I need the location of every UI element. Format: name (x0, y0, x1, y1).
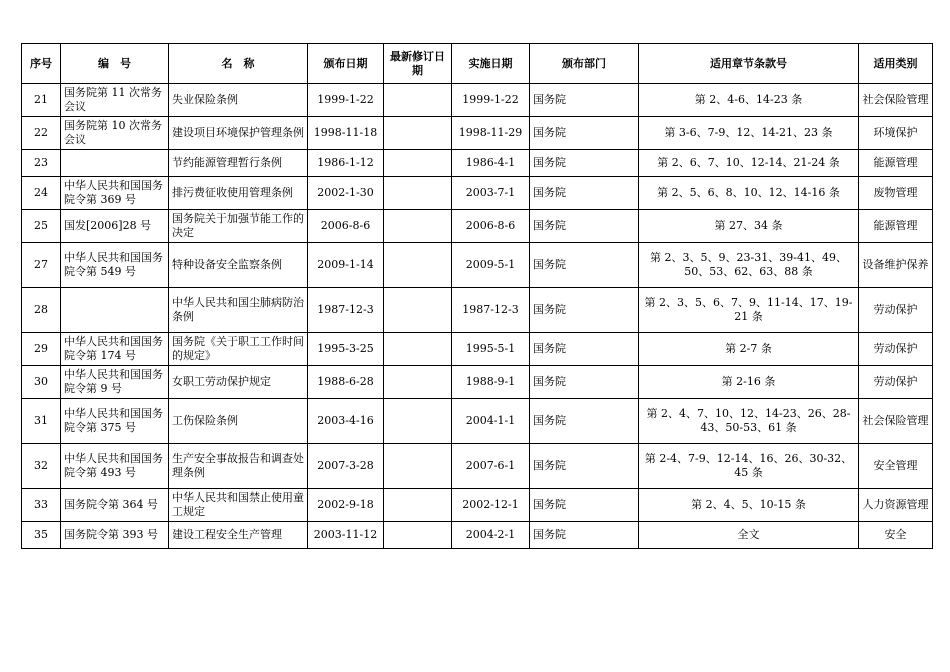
cell-clauses: 第 3-6、7-9、12、14-21、23 条 (639, 117, 859, 150)
table-row (22, 489, 933, 522)
cell-clauses: 第 2、3、5、9、23-31、39-41、49、50、53、62、63、88 条 (639, 243, 859, 288)
table-row (22, 177, 933, 210)
cell-seq: 25 (22, 210, 61, 243)
cell-department: 国务院 (530, 399, 639, 444)
cell-revision-date (384, 210, 452, 243)
cell-name: 节约能源管理暂行条例 (169, 150, 308, 177)
table-row (22, 117, 933, 150)
cell-name: 建设项目环境保护管理条例 (169, 117, 308, 150)
cell-department: 国务院 (530, 84, 639, 117)
header-seq: 序号 (22, 44, 61, 84)
cell-clauses: 第 2、3、5、6、7、9、11-14、17、19-21 条 (639, 288, 859, 333)
cell-effective-date: 2006-8-6 (452, 210, 530, 243)
header-clauses: 适用章节条款号 (639, 44, 859, 84)
cell-category: 劳动保护 (859, 366, 933, 399)
cell-seq: 23 (22, 150, 61, 177)
cell-effective-date: 1998-11-29 (452, 117, 530, 150)
cell-issue-date: 2003-11-12 (308, 522, 384, 549)
cell-seq: 24 (22, 177, 61, 210)
header-issue-date: 颁布日期 (308, 44, 384, 84)
table-row (22, 522, 933, 549)
cell-seq: 27 (22, 243, 61, 288)
cell-code: 中华人民共和国国务院令第 9 号 (61, 366, 169, 399)
cell-clauses: 全文 (639, 522, 859, 549)
cell-department: 国务院 (530, 444, 639, 489)
cell-issue-date: 2007-3-28 (308, 444, 384, 489)
cell-category: 社会保险管理 (859, 84, 933, 117)
cell-effective-date: 2004-2-1 (452, 522, 530, 549)
cell-effective-date: 1986-4-1 (452, 150, 530, 177)
table-row (22, 210, 933, 243)
cell-issue-date: 2003-4-16 (308, 399, 384, 444)
table-body (22, 84, 933, 549)
header-department: 颁布部门 (530, 44, 639, 84)
cell-revision-date (384, 243, 452, 288)
cell-seq: 33 (22, 489, 61, 522)
cell-category: 安全管理 (859, 444, 933, 489)
cell-department: 国务院 (530, 366, 639, 399)
cell-code: 中华人民共和国国务院令第 174 号 (61, 333, 169, 366)
cell-effective-date: 2009-5-1 (452, 243, 530, 288)
cell-code: 国务院令第 364 号 (61, 489, 169, 522)
cell-code: 国发[2006]28 号 (61, 210, 169, 243)
cell-category: 废物管理 (859, 177, 933, 210)
table-header-row (22, 44, 933, 84)
cell-revision-date (384, 84, 452, 117)
cell-seq: 21 (22, 84, 61, 117)
cell-revision-date (384, 117, 452, 150)
cell-issue-date: 2002-1-30 (308, 177, 384, 210)
header-name: 名 称 (169, 44, 308, 84)
header-effective-date: 实施日期 (452, 44, 530, 84)
cell-clauses: 第 2、4、7、10、12、14-23、26、28-43、50-53、61 条 (639, 399, 859, 444)
table-row (22, 243, 933, 288)
cell-revision-date (384, 444, 452, 489)
table-row (22, 444, 933, 489)
table-row (22, 399, 933, 444)
cell-department: 国务院 (530, 150, 639, 177)
cell-revision-date (384, 522, 452, 549)
cell-clauses: 第 2、4-6、14-23 条 (639, 84, 859, 117)
cell-category: 能源管理 (859, 210, 933, 243)
cell-code: 中华人民共和国国务院令第 375 号 (61, 399, 169, 444)
cell-code: 中华人民共和国国务院令第 493 号 (61, 444, 169, 489)
cell-issue-date: 1995-3-25 (308, 333, 384, 366)
cell-revision-date (384, 399, 452, 444)
cell-department: 国务院 (530, 243, 639, 288)
cell-department: 国务院 (530, 288, 639, 333)
cell-effective-date: 1999-1-22 (452, 84, 530, 117)
cell-seq: 32 (22, 444, 61, 489)
cell-issue-date: 2006-8-6 (308, 210, 384, 243)
cell-category: 设备维护保养 (859, 243, 933, 288)
cell-name: 工伤保险条例 (169, 399, 308, 444)
cell-revision-date (384, 366, 452, 399)
cell-issue-date: 2009-1-14 (308, 243, 384, 288)
cell-effective-date: 1987-12-3 (452, 288, 530, 333)
cell-department: 国务院 (530, 117, 639, 150)
cell-department: 国务院 (530, 177, 639, 210)
cell-issue-date: 1998-11-18 (308, 117, 384, 150)
cell-code (61, 150, 169, 177)
cell-name: 生产安全事故报告和调查处理条例 (169, 444, 308, 489)
cell-effective-date: 2002-12-1 (452, 489, 530, 522)
cell-category: 劳动保护 (859, 288, 933, 333)
cell-revision-date (384, 150, 452, 177)
cell-category: 安全 (859, 522, 933, 549)
cell-code: 国务院第 10 次常务会议 (61, 117, 169, 150)
cell-revision-date (384, 489, 452, 522)
cell-effective-date: 2003-7-1 (452, 177, 530, 210)
regulations-table (21, 43, 933, 549)
table-row (22, 150, 933, 177)
cell-clauses: 第 2、6、7、10、12-14、21-24 条 (639, 150, 859, 177)
table-row (22, 333, 933, 366)
cell-seq: 22 (22, 117, 61, 150)
cell-department: 国务院 (530, 489, 639, 522)
cell-effective-date: 2007-6-1 (452, 444, 530, 489)
cell-clauses: 第 2、4、5、10-15 条 (639, 489, 859, 522)
cell-department: 国务院 (530, 522, 639, 549)
cell-code (61, 288, 169, 333)
header-revision-date: 最新修订日期 (384, 44, 452, 84)
cell-clauses: 第 2-16 条 (639, 366, 859, 399)
cell-name: 特种设备安全监察条例 (169, 243, 308, 288)
table-row (22, 288, 933, 333)
cell-seq: 31 (22, 399, 61, 444)
cell-seq: 29 (22, 333, 61, 366)
cell-seq: 35 (22, 522, 61, 549)
cell-issue-date: 1999-1-22 (308, 84, 384, 117)
cell-code: 中华人民共和国国务院令第 549 号 (61, 243, 169, 288)
cell-effective-date: 2004-1-1 (452, 399, 530, 444)
cell-category: 劳动保护 (859, 333, 933, 366)
cell-issue-date: 1987-12-3 (308, 288, 384, 333)
cell-seq: 30 (22, 366, 61, 399)
cell-category: 环境保护 (859, 117, 933, 150)
cell-seq: 28 (22, 288, 61, 333)
cell-revision-date (384, 177, 452, 210)
cell-clauses: 第 2-7 条 (639, 333, 859, 366)
cell-department: 国务院 (530, 333, 639, 366)
cell-code: 中华人民共和国国务院令第 369 号 (61, 177, 169, 210)
cell-name: 失业保险条例 (169, 84, 308, 117)
header-category: 适用类别 (859, 44, 933, 84)
cell-clauses: 第 2-4、7-9、12-14、16、26、30-32、45 条 (639, 444, 859, 489)
cell-name: 国务院关于加强节能工作的决定 (169, 210, 308, 243)
cell-name: 建设工程安全生产管理 (169, 522, 308, 549)
cell-code: 国务院令第 393 号 (61, 522, 169, 549)
cell-effective-date: 1988-9-1 (452, 366, 530, 399)
cell-category: 能源管理 (859, 150, 933, 177)
cell-name: 排污费征收使用管理条例 (169, 177, 308, 210)
table-row (22, 84, 933, 117)
header-code: 编 号 (61, 44, 169, 84)
cell-department: 国务院 (530, 210, 639, 243)
cell-revision-date (384, 288, 452, 333)
cell-issue-date: 1986-1-12 (308, 150, 384, 177)
cell-name: 女职工劳动保护规定 (169, 366, 308, 399)
cell-effective-date: 1995-5-1 (452, 333, 530, 366)
cell-revision-date (384, 333, 452, 366)
cell-issue-date: 1988-6-28 (308, 366, 384, 399)
table-row (22, 366, 933, 399)
cell-clauses: 第 2、5、6、8、10、12、14-16 条 (639, 177, 859, 210)
cell-category: 社会保险管理 (859, 399, 933, 444)
cell-name: 中华人民共和国禁止使用童工规定 (169, 489, 308, 522)
cell-code: 国务院第 11 次常务会议 (61, 84, 169, 117)
cell-name: 中华人民共和国尘肺病防治条例 (169, 288, 308, 333)
cell-issue-date: 2002-9-18 (308, 489, 384, 522)
cell-clauses: 第 27、34 条 (639, 210, 859, 243)
cell-category: 人力资源管理 (859, 489, 933, 522)
cell-name: 国务院《关于职工工作时间的规定》 (169, 333, 308, 366)
